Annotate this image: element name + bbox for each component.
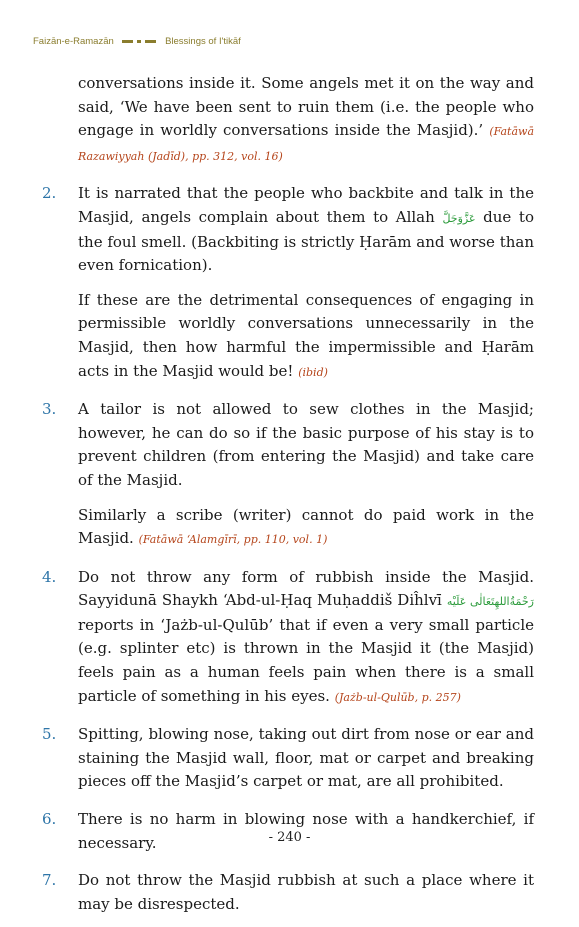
list-item-3 xyxy=(42,398,534,552)
sub-paragraph xyxy=(78,504,534,552)
sub-paragraph xyxy=(78,289,534,384)
paragraph-text: Similarly a scribe (writer) cannot do paid work in the Masjid. xyxy=(78,505,534,548)
header-separator xyxy=(122,36,156,47)
list-item-4 xyxy=(42,566,534,710)
list-number: 3. xyxy=(42,400,57,419)
paragraph-text: Spitting, blowing nose, taking out dirt from nose or ear and staining the Masjid wall, floor, mat or carpet and breaking pieces off the Masjid’s carpet or mat, are all prohibited. xyxy=(78,725,534,791)
reference: (Jażb-ul-Qulūb, p. 257) xyxy=(334,690,461,704)
paragraph-text: There is no harm in blowing nose with a handkerchief, if necessary. xyxy=(78,810,534,852)
list-item-7 xyxy=(42,869,534,916)
arabic-honorific: عَزَّوَجَلَّ xyxy=(442,211,476,225)
list-item-text xyxy=(78,869,534,916)
list-number: 2. xyxy=(42,184,57,203)
list-item-text xyxy=(78,182,534,277)
paragraph-text: Do not throw the Masjid rubbish at such a place where it may be disrespected. xyxy=(78,871,534,913)
list-item-text xyxy=(78,723,534,794)
list-item-text xyxy=(78,566,534,710)
list-item-text xyxy=(78,398,534,492)
running-header xyxy=(33,36,553,50)
list-number: 6. xyxy=(42,810,57,829)
paragraph-text: due to the foul smell. (Backbiting is strictly Ḥarām and worse than even fornication). xyxy=(78,207,534,275)
continued-paragraph xyxy=(78,72,534,168)
arabic-honorific: رَحْمَةُاللهِتَعَالٰی عَلَيْه xyxy=(446,595,534,609)
list-number: 5. xyxy=(42,725,57,744)
paragraph-text: It is narrated that the people who backbite and talk in the Masjid, angels complain about them to Allah xyxy=(78,184,534,226)
paragraph-text: conversations inside it. Some angels met it on the way and said, ‘We have been sent to ruin them (i.e. the people who engage in worldly conversations inside the Masjid).’ xyxy=(78,74,534,140)
list-item-5 xyxy=(42,723,534,794)
paragraph-text: reports in ‘Jażb-ul-Qulūb’ that if even a very small particle (e.g. splinter etc) is thrown in the Masjid it (the Masjid) feels pain as a human feels pain when there is a small particle of something in his eyes. xyxy=(78,615,534,705)
reference: (ibid) xyxy=(298,365,328,379)
page-number: - 240 - xyxy=(268,830,311,845)
list-number: 7. xyxy=(42,871,57,890)
reference: (Fatāwā Razawiyyah (Jadīd), pp. 312, vol. 16) xyxy=(78,125,534,163)
list-number: 4. xyxy=(42,567,57,586)
book-title: Faizān-e-Ramazān xyxy=(33,36,114,47)
reference: (Fatāwā ‘Alamgīrī, pp. 110, vol. 1) xyxy=(138,533,328,547)
paragraph-text: If these are the detrimental consequences of engaging in permissible worldly conversations unnecessarily in the Masjid, then how harmful the impermissible and Ḥarām acts in the Masjid would be! xyxy=(78,290,534,380)
page-body xyxy=(42,72,534,927)
paragraph-text: A tailor is not allowed to sew clothes in the Masjid; however, he can do so if the basic purpose of his stay is to prevent children (from entering the Masjid) and take care of the Masjid. xyxy=(78,400,534,489)
list-item-2 xyxy=(42,182,534,384)
chapter-title: Blessings of I'tikāf xyxy=(165,36,241,47)
paragraph-text: Do not throw any form of rubbish inside the Masjid. Sayyidunā Shaykh ‘Abd-ul-Ḥaq Muḥaddiš Diĥlvī xyxy=(78,567,534,610)
